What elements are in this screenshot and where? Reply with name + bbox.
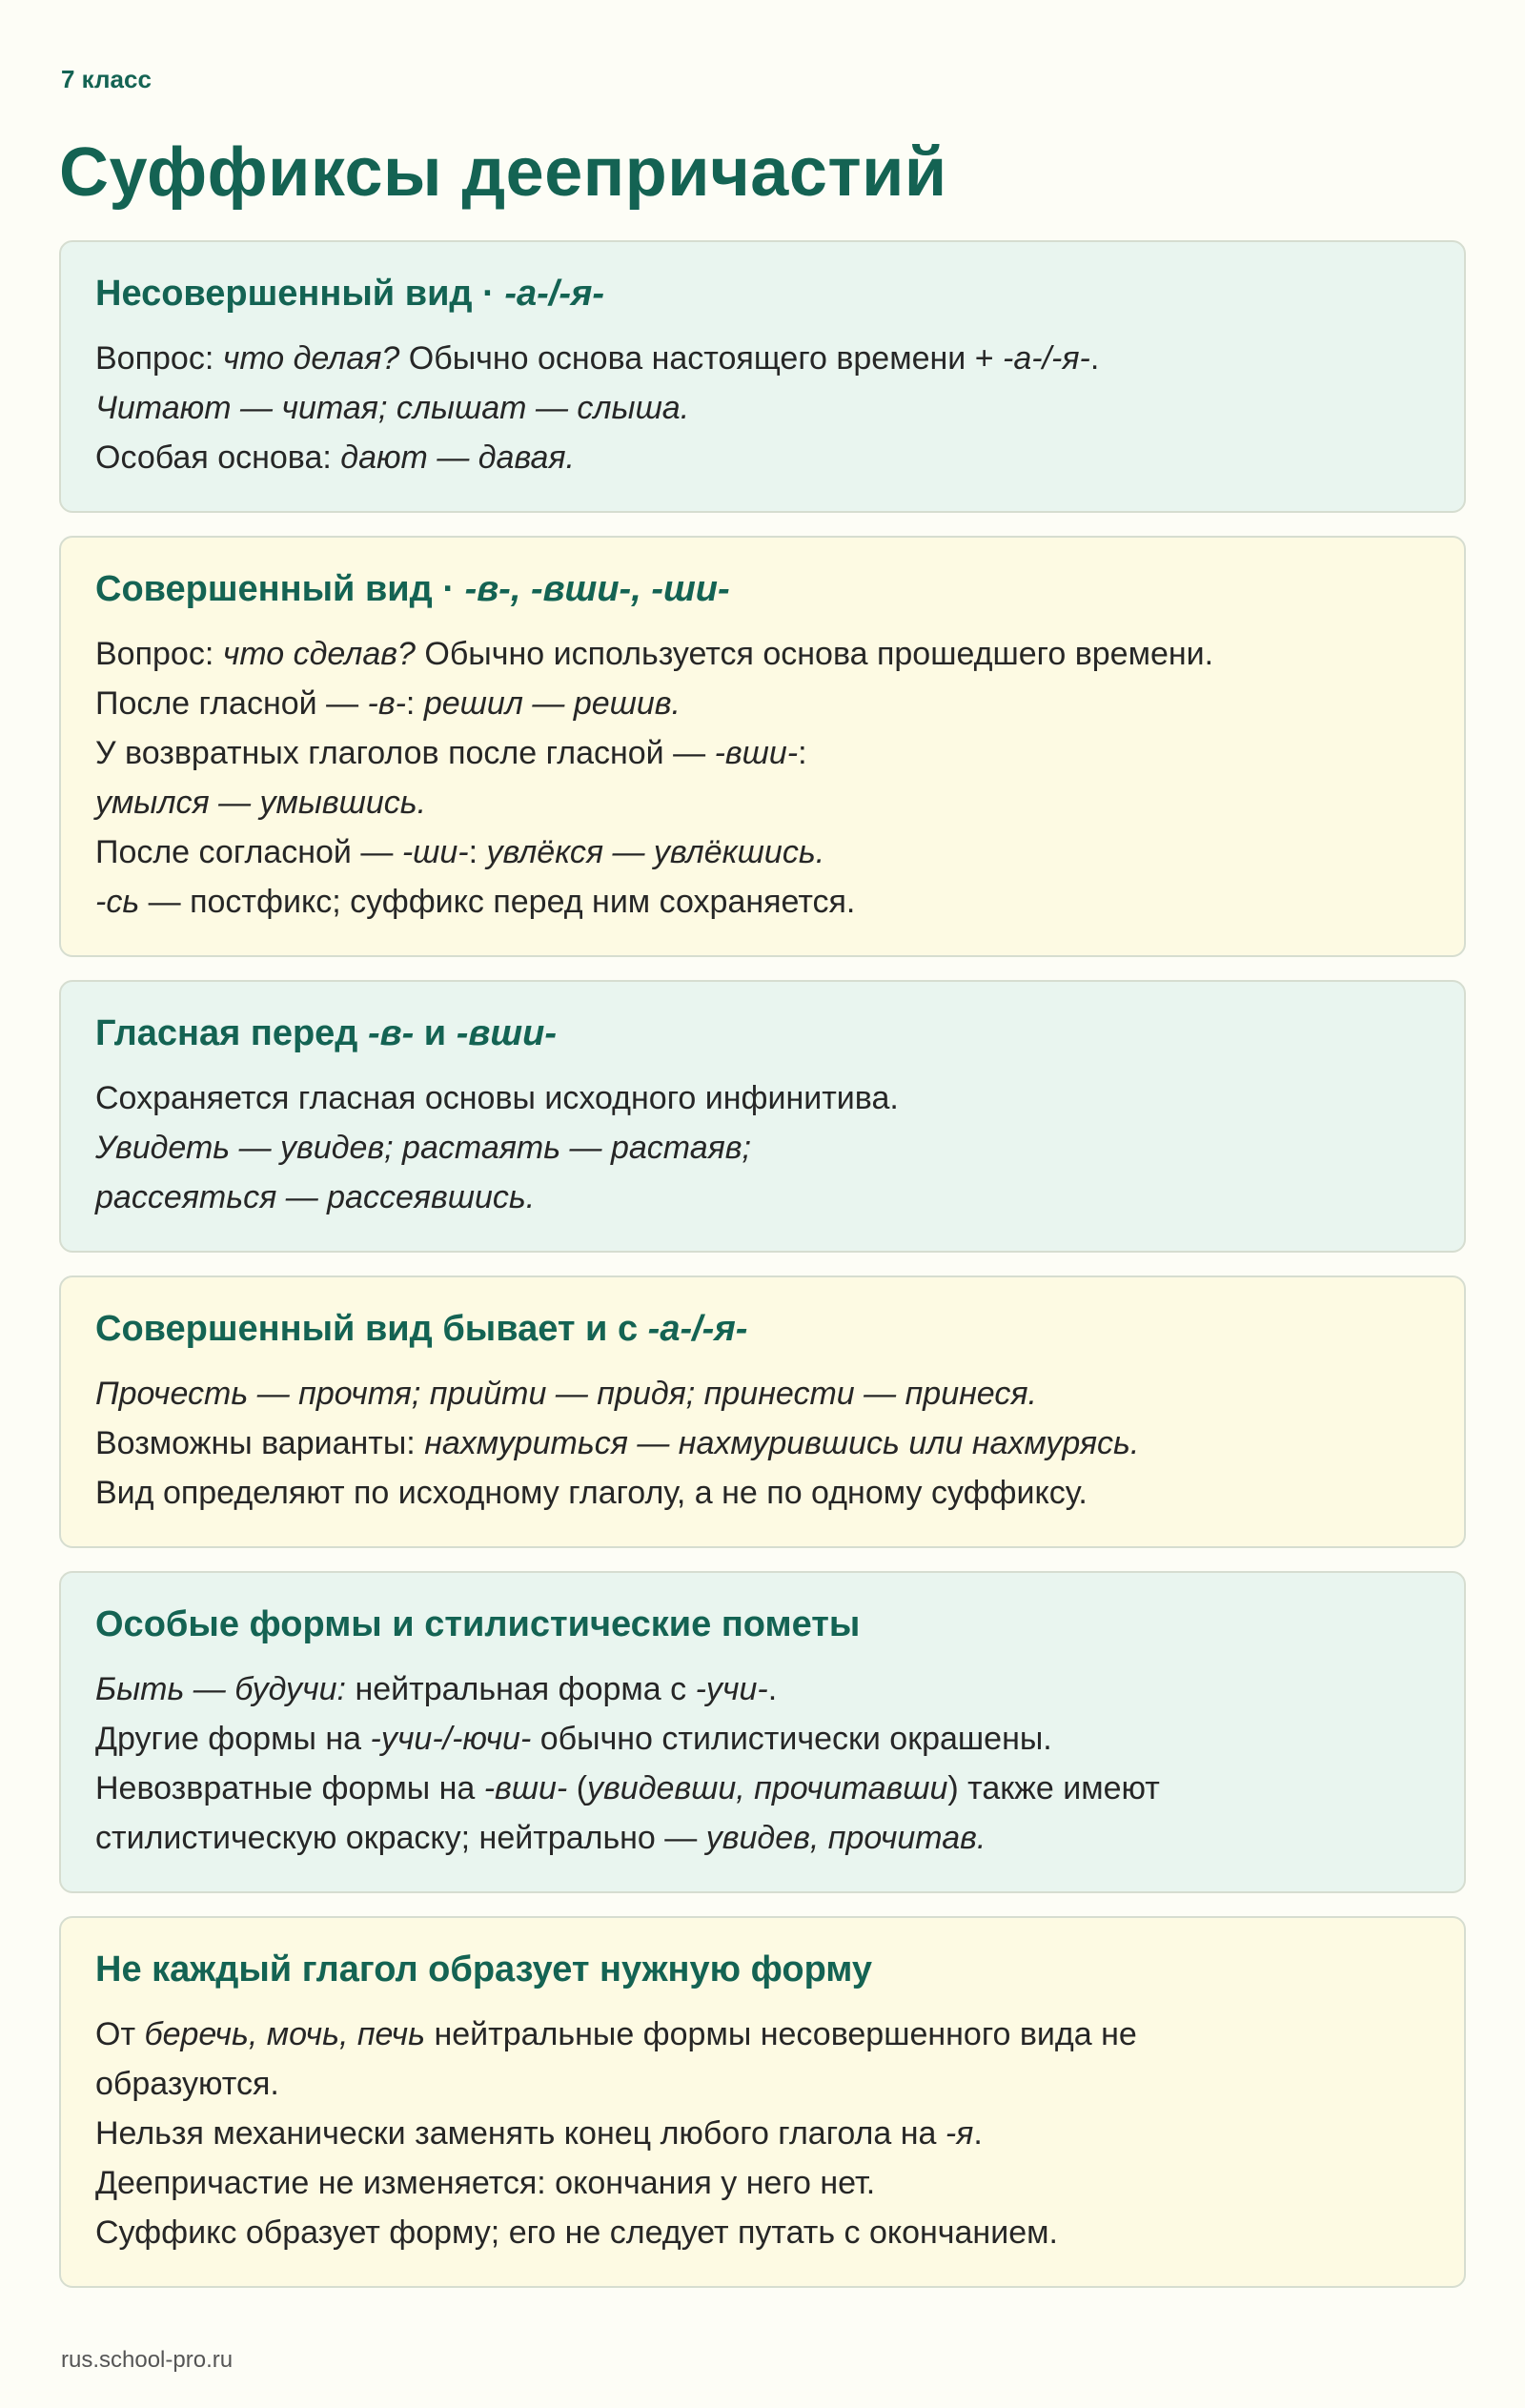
rule-text: Вид определяют по исходному глаголу, а не по одному суффиксу.	[95, 1475, 1088, 1511]
example-text: дают — давая.	[340, 439, 575, 476]
rule-card	[59, 980, 1466, 1253]
rule-text: стилистическую окраску; нейтрально —	[95, 1820, 706, 1856]
rule-card	[59, 1916, 1466, 2288]
example-text: беречь, мочь, печь	[144, 2016, 426, 2052]
rule-card	[59, 1571, 1466, 1893]
rule-text: Деепричастие не изменяется: окончания у него нет.	[95, 2165, 876, 2201]
example-text: Быть — будучи:	[95, 1671, 346, 1707]
title-segment: -а-/-я-	[504, 274, 605, 314]
card-line	[95, 2059, 1430, 2109]
example-text: решил — решив.	[423, 685, 681, 722]
card-title	[95, 273, 1430, 315]
rule-text: Суффикс образует форму; его не следует путать с окончанием.	[95, 2214, 1058, 2251]
grade-label: 7 класс	[61, 65, 152, 93]
rule-text: Особая основа:	[95, 439, 341, 476]
title-segment: Особые формы и стилистические пометы	[95, 1604, 861, 1644]
card-line	[95, 1418, 1430, 1468]
rule-text: Вопрос:	[95, 636, 223, 672]
rule-text: Возможны варианты:	[95, 1425, 425, 1461]
rule-text: .	[973, 2115, 983, 2152]
card-line	[95, 778, 1430, 827]
page-title: Суффиксы деепричастий	[59, 134, 947, 211]
example-text: -а-/-я-	[1003, 340, 1090, 377]
cards-list	[59, 240, 1466, 2311]
rule-text: От	[95, 2016, 145, 2052]
rule-text: обычно стилистически окрашены.	[531, 1721, 1052, 1757]
rule-text: У возвратных глаголов после гласной —	[95, 735, 715, 771]
title-segment: Гласная перед	[95, 1013, 368, 1053]
rule-text: (	[567, 1770, 588, 1806]
example-text: -ши-	[401, 834, 469, 870]
example-text: Прочесть — прочтя; прийти — придя; принести — принеся.	[95, 1376, 1037, 1412]
example-text: -вши-	[714, 735, 799, 771]
title-segment: Не каждый глагол образует нужную форму	[95, 1949, 873, 1990]
example-text: нахмуриться — нахмурившись или нахмурясь.	[424, 1425, 1140, 1461]
card-line	[95, 1764, 1430, 1813]
rule-text: :	[468, 834, 487, 870]
example-text: увидев, прочитав.	[705, 1820, 986, 1856]
rule-text: нейтральные формы несовершенного вида не	[425, 2016, 1137, 2052]
example-text: -я	[945, 2115, 974, 2152]
rule-card	[59, 536, 1466, 957]
rule-card	[59, 240, 1466, 513]
footer-site: rus.school-pro.ru	[61, 2347, 234, 2373]
card-line	[95, 1123, 1430, 1173]
card-title	[95, 1603, 1430, 1645]
rule-text: — постфикс; суффикс перед ним сохраняется.	[139, 884, 856, 920]
example-text: -вши-	[483, 1770, 568, 1806]
example-text: -сь	[95, 884, 140, 920]
rule-text: .	[1089, 340, 1100, 377]
card-line	[95, 1173, 1430, 1222]
card-title	[95, 1308, 1430, 1350]
card-line	[95, 1813, 1430, 1863]
rule-text: Нельзя механически заменять конец любого глагола на	[95, 2115, 946, 2152]
card-line	[95, 1073, 1430, 1123]
example-text: Увидеть — увидев; растаять — растаяв;	[95, 1130, 752, 1166]
rule-text: После согласной —	[95, 834, 402, 870]
rule-text: Обычно основа настоящего времени +	[399, 340, 1004, 377]
card-line	[95, 1369, 1430, 1418]
example-text: что сделав?	[222, 636, 416, 672]
card-line	[95, 679, 1430, 728]
title-segment: Совершенный вид бывает и с	[95, 1309, 648, 1349]
card-line	[95, 1468, 1430, 1518]
card-line	[95, 1714, 1430, 1764]
card-title	[95, 1949, 1430, 1990]
example-text: увидевши, прочитавши	[587, 1770, 948, 1806]
rule-text: .	[767, 1671, 778, 1707]
rule-text: Другие формы на	[95, 1721, 371, 1757]
example-text: увлёкся — увлёкшись.	[486, 834, 825, 870]
card-line	[95, 383, 1430, 433]
card-line	[95, 433, 1430, 482]
example-text: -учи-/-ючи-	[370, 1721, 532, 1757]
title-segment: -в-	[367, 1013, 415, 1053]
card-line	[95, 2158, 1430, 2208]
title-segment: Совершенный вид ·	[95, 569, 465, 609]
rule-text: :	[405, 685, 424, 722]
rule-text: образуются.	[95, 2066, 279, 2102]
rule-card	[59, 1275, 1466, 1548]
example-text: умылся — умывшись.	[95, 785, 427, 821]
title-segment: -в-, -вши-, -ши-	[464, 569, 730, 609]
card-line	[95, 877, 1430, 927]
example-text: -учи-	[695, 1671, 768, 1707]
rule-text: :	[798, 735, 807, 771]
rule-text: Обычно используется основа прошедшего времени.	[415, 636, 1214, 672]
rule-text: Вопрос:	[95, 340, 223, 377]
card-line	[95, 2010, 1430, 2059]
card-line	[95, 629, 1430, 679]
example-text: -в-	[367, 685, 406, 722]
card-line	[95, 1664, 1430, 1714]
example-text: рассеяться — рассеявшись.	[95, 1179, 536, 1215]
rule-text: Невозвратные формы на	[95, 1770, 484, 1806]
card-line	[95, 2109, 1430, 2158]
title-segment: Несовершенный вид ·	[95, 274, 505, 314]
card-line	[95, 827, 1430, 877]
rule-text: нейтральная форма с	[346, 1671, 696, 1707]
title-segment: -а-/-я-	[647, 1309, 748, 1349]
example-text: Читают — читая; слышат — слыша.	[95, 390, 690, 426]
card-title	[95, 1012, 1430, 1054]
example-text: что делая?	[222, 340, 400, 377]
rule-text: Сохраняется гласная основы исходного инфинитива.	[95, 1080, 899, 1116]
card-line	[95, 2208, 1430, 2257]
rule-text: После гласной —	[95, 685, 368, 722]
title-segment: -вши-	[456, 1013, 557, 1053]
title-segment: и	[414, 1013, 457, 1053]
card-title	[95, 568, 1430, 610]
rule-text: ) также имеют	[947, 1770, 1160, 1806]
card-line	[95, 728, 1430, 778]
card-line	[95, 334, 1430, 383]
